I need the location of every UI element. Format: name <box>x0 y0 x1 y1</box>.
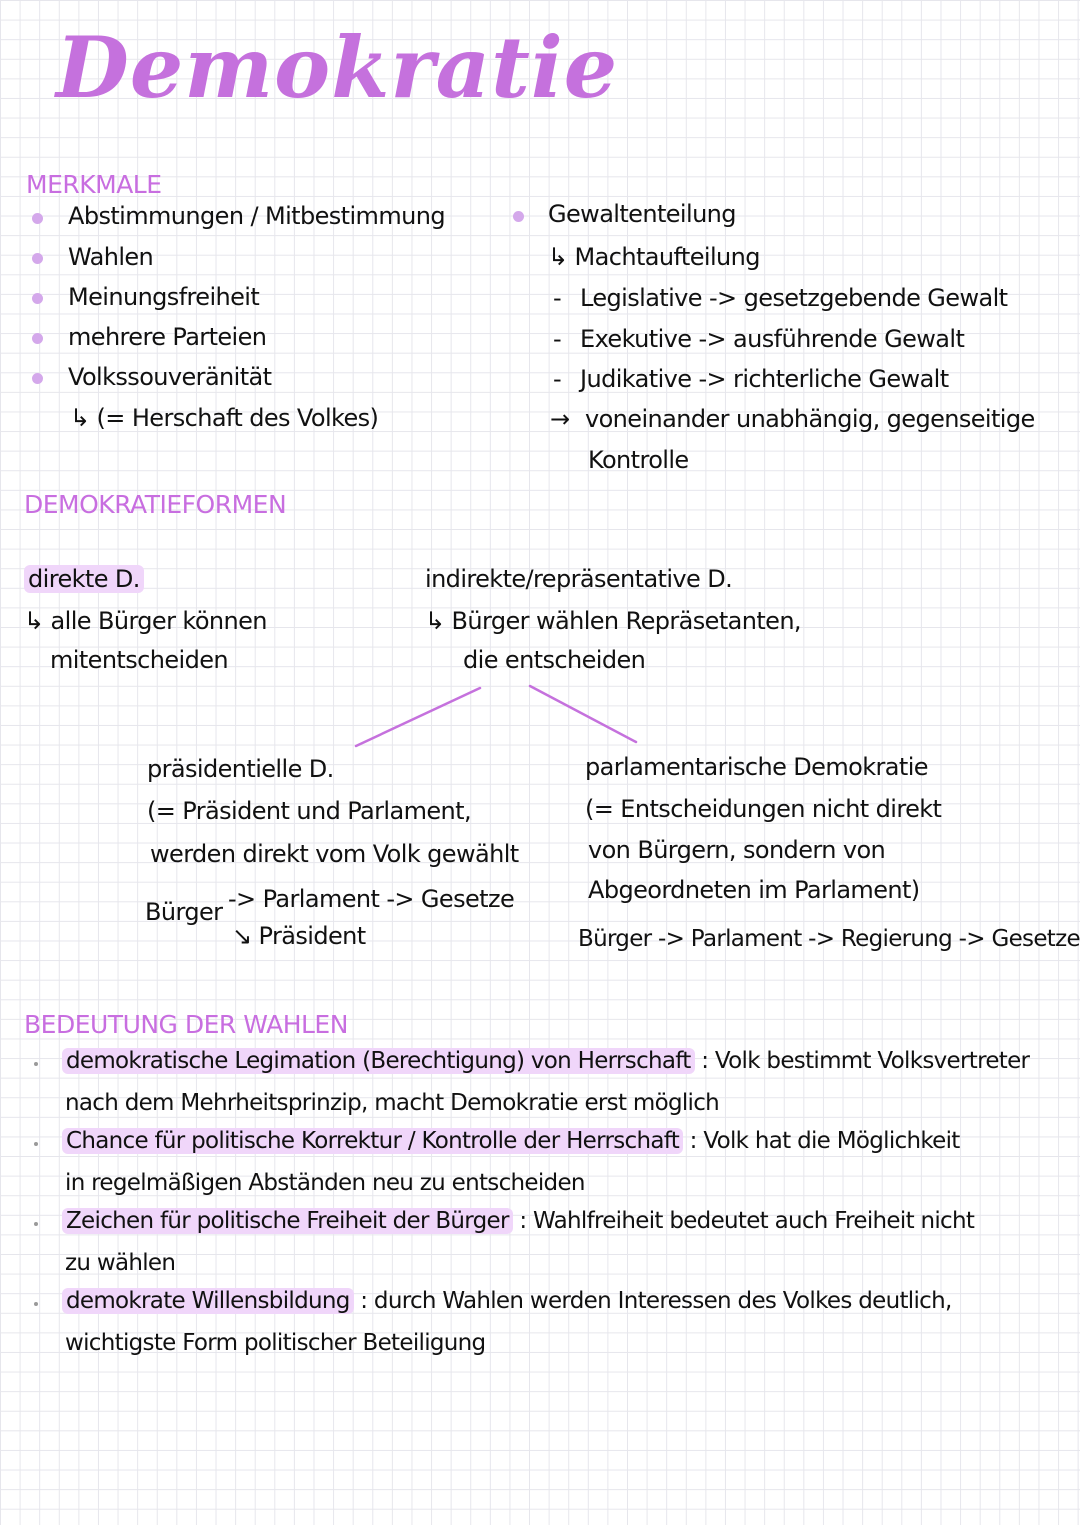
dash-marker: - <box>553 325 562 353</box>
gewalt-item: Legislative -> gesetzgebende Gewalt <box>580 284 1008 312</box>
wahlen-item-rest: : Volk hat die Möglichkeit <box>689 1128 960 1154</box>
bullet-dot-small <box>34 1222 38 1226</box>
wahlen-item-cont: nach dem Mehrheitsprinzip, macht Demokratie erst möglich <box>65 1090 720 1116</box>
wahlen-item <box>62 1048 1029 1074</box>
wahlen-item-cont: in regelmäßigen Abständen neu zu entscheiden <box>65 1170 585 1196</box>
praes-flow-a: -> Parlament -> Gesetze <box>228 885 515 913</box>
parl-line: (= Entscheidungen nicht direkt <box>585 795 942 823</box>
section-heading-merkmale: MERKMALE <box>26 170 162 199</box>
wahlen-item <box>62 1128 960 1154</box>
merkmal-item: Wahlen <box>68 243 154 271</box>
direkt-line: ↳ alle Bürger können <box>24 607 267 635</box>
branch-line-left <box>356 688 480 746</box>
direkt-title-text: direkte D. <box>24 565 144 593</box>
merkmal-item: mehrere Parteien <box>68 323 267 351</box>
wahlen-item-key: Zeichen für politische Freiheit der Bürger <box>62 1208 513 1234</box>
parl-line: von Bürgern, sondern von <box>588 836 886 864</box>
dash-marker: - <box>553 365 562 393</box>
praes-line: (= Präsident und Parlament, <box>147 797 471 825</box>
bullet-dot-small <box>34 1142 38 1146</box>
wahlen-item-key: Chance für politische Korrektur / Kontrolle der Herrschaft <box>62 1128 683 1154</box>
wahlen-item-cont: zu wählen <box>65 1250 176 1276</box>
merkmal-item: Volkssouveränität <box>68 363 272 391</box>
merkmal-item: Abstimmungen / Mitbestimmung <box>68 202 445 230</box>
bullet-dot-small <box>34 1062 38 1066</box>
wahlen-item-rest: : durch Wahlen werden Interessen des Volkes deutlich, <box>360 1288 952 1314</box>
wahlen-item-key: demokratische Legimation (Berechtigung) von Herrschaft <box>62 1048 695 1074</box>
parl-line: Abgeordneten im Parlament) <box>588 876 920 904</box>
wahlen-item-rest: : Wahlfreiheit bedeutet auch Freiheit nicht <box>519 1208 975 1234</box>
direkt-line: mitentscheiden <box>50 646 228 674</box>
praes-flow-b: ↘ Präsident <box>232 922 366 950</box>
page-title: Demokratie <box>56 18 619 117</box>
parl-flow: Bürger -> Parlament -> Regierung -> Gesetze <box>578 926 1080 952</box>
dash-marker: - <box>553 284 562 312</box>
gewalt-conclusion: voneinander unabhängig, gegenseitige <box>585 405 1035 433</box>
merkmal-item-gewaltenteilung: Gewaltenteilung <box>548 200 736 228</box>
section-heading-wahlen: BEDEUTUNG DER WAHLEN <box>24 1010 348 1039</box>
branch-line-right <box>530 686 636 742</box>
indirekt-line: ↳ Bürger wählen Repräsetanten, <box>425 607 801 635</box>
gewalt-item: Exekutive -> ausführende Gewalt <box>580 325 965 353</box>
merkmal-sub-machtaufteilung: ↳ Machtaufteilung <box>548 243 760 271</box>
section-heading-formen: DEMOKRATIEFORMEN <box>24 490 287 519</box>
wahlen-item <box>62 1288 952 1314</box>
merkmal-item: Meinungsfreiheit <box>68 283 260 311</box>
praes-line: werden direkt vom Volk gewählt <box>150 840 519 868</box>
bullet-dot-small <box>34 1302 38 1306</box>
praes-title: präsidentielle D. <box>147 755 334 783</box>
indirekt-title: indirekte/repräsentative D. <box>425 565 733 593</box>
gewalt-item: Judikative -> richterliche Gewalt <box>580 365 949 393</box>
merkmal-sub: ↳ (= Herschaft des Volkes) <box>70 404 379 432</box>
arrow-marker: → <box>550 405 570 433</box>
wahlen-item-key: demokrate Willensbildung <box>62 1288 354 1314</box>
gewalt-conclusion-cont: Kontrolle <box>588 446 689 474</box>
wahlen-item-cont: wichtigste Form politischer Beteiligung <box>65 1330 486 1356</box>
wahlen-item <box>62 1208 974 1234</box>
wahlen-item-rest: : Volk bestimmt Volksvertreter <box>701 1048 1030 1074</box>
indirekt-line: die entscheiden <box>463 646 646 674</box>
praes-flow-start: Bürger <box>145 898 223 926</box>
parl-title: parlamentarische Demokratie <box>585 753 928 781</box>
